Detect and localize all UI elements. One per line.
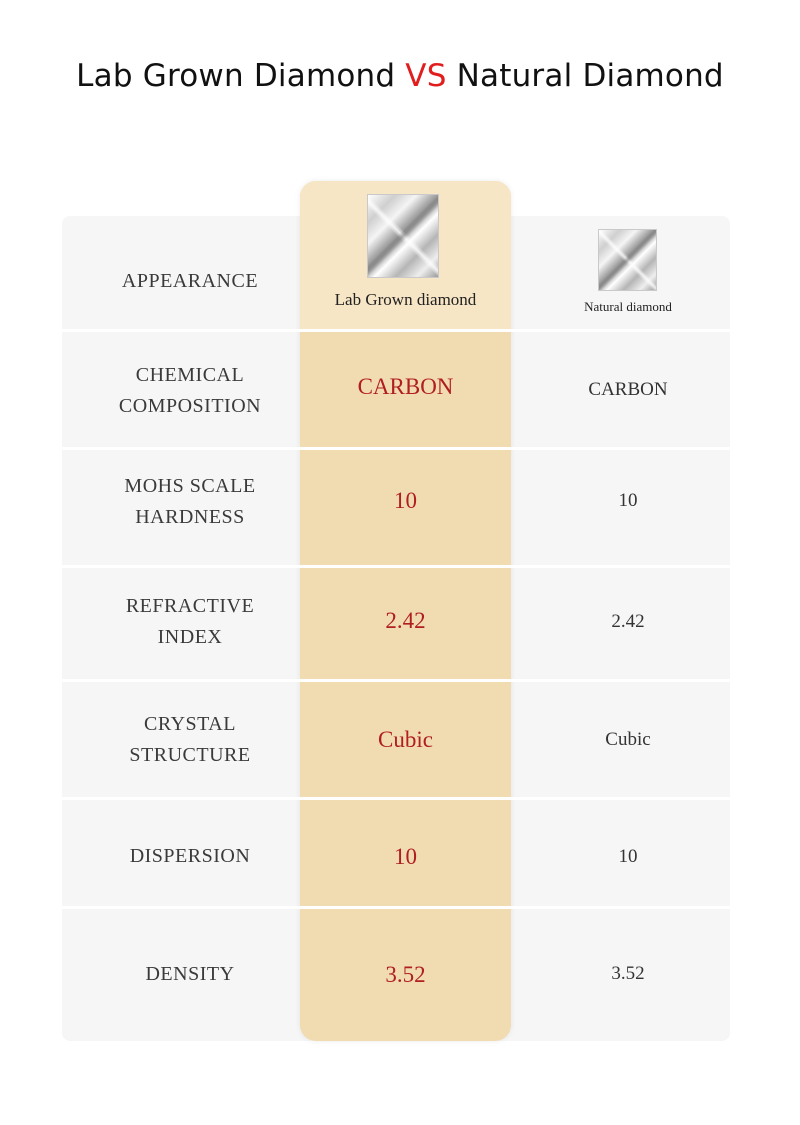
title-natural: Natural Diamond: [446, 58, 724, 94]
natural-value-dispersion: 10: [618, 846, 638, 867]
natural-value-crystal-structure: Cubic: [605, 729, 651, 750]
lab-value-chemical-composition: CARBON: [357, 374, 454, 399]
lab-value-dispersion: 10: [394, 844, 417, 869]
row-label-appearance: APPEARANCE: [121, 270, 259, 292]
row-divider: [62, 565, 730, 568]
row-label-density: DENSITY: [145, 963, 235, 985]
natural-diamond-icon: [598, 229, 657, 291]
row-divider: [62, 797, 730, 800]
row-label-crystal-structure: CRYSTAL STRUCTURE: [129, 713, 251, 766]
lab-grown-caption: Lab Grown diamond: [334, 290, 477, 309]
row-divider: [62, 906, 730, 909]
lab-value-density: 3.52: [385, 962, 426, 987]
row-label-mohs-hardness: MOHS SCALE HARDNESS: [124, 475, 256, 528]
row-label-dispersion: DISPERSION: [129, 845, 251, 867]
row-label-refractive-index: REFRACTIVE INDEX: [125, 595, 255, 648]
row-label-chemical-composition: CHEMICAL COMPOSITION: [118, 364, 262, 417]
row-divider: [62, 679, 730, 682]
page-title: [0, 58, 800, 94]
natural-value-chemical-composition: CARBON: [588, 379, 668, 400]
row-divider: [62, 329, 730, 332]
natural-caption: Natural diamond: [584, 299, 672, 314]
lab-grown-diamond-icon: [367, 194, 439, 278]
natural-value-mohs-hardness: 10: [618, 490, 638, 511]
title-vs: VS: [405, 58, 447, 94]
title-lab: Lab Grown Diamond: [76, 58, 406, 94]
natural-value-refractive-index: 2.42: [611, 611, 645, 632]
lab-value-mohs-hardness: 10: [394, 488, 417, 513]
lab-value-crystal-structure: Cubic: [378, 727, 433, 752]
natural-value-density: 3.52: [611, 963, 645, 984]
lab-value-refractive-index: 2.42: [385, 608, 426, 633]
row-divider: [62, 447, 730, 450]
